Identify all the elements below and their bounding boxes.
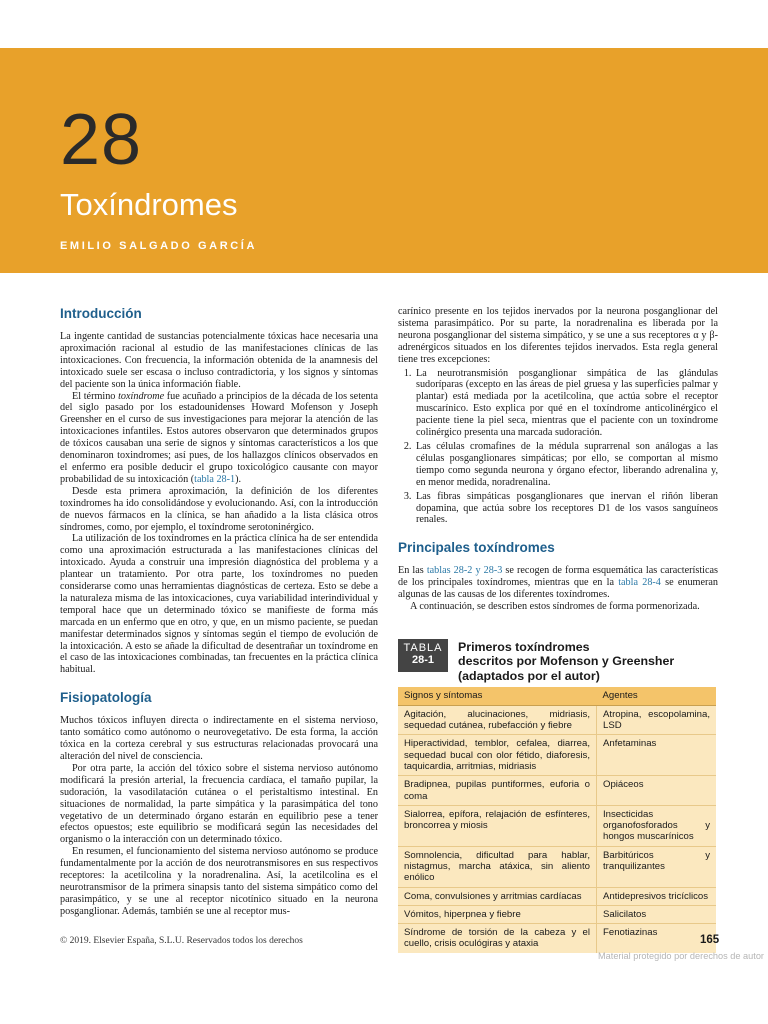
paragraph: carínico presente en los tejidos inervados por la neurona posganglionar del sistema parasimpático. Por su parte, la noradrenalina es liberada por la neurona posganglionar del sistema simpático, y se une a sus receptores α y β-adrenérgicos situados en los diferentes tejidos inervados. Esta regla general tiene tres excepciones: <box>398 306 718 365</box>
signs-cell: Síndrome de torsión de la cabeza y el cuello, crisis oculógiras y ataxia <box>398 924 597 953</box>
section-heading-introduccion: Introducción <box>60 306 142 321</box>
signs-cell: Bradipnea, pupilas puntiformes, euforia o coma <box>398 776 597 806</box>
table-row <box>398 805 716 846</box>
page-number: 165 <box>700 934 720 946</box>
signs-cell: Vómitos, hiperpnea y fiebre <box>398 905 597 923</box>
text-run: fue acuñado a principios de la década de los setenta del siglo pasado por los estadounidenses Howard Mofenson y Joseph Greensher en el curso de sus investigaciones para mejorar la atención de las intoxicaciones infantiles. Estos autores observaron que determinados grupos de tóxicos causaban una serie de signos y síntomas característicos a los que denominaron toxindromes; así pues, de los hallazgos clínicos observados en el enfermo era posible deducir el grupo toxicológico causante con mayor probabilidad de su intoxicación ( <box>60 390 378 485</box>
table-title-line: Primeros toxíndromes <box>458 639 590 654</box>
copyright-watermark: Material protegido por derechos de autor <box>598 951 764 961</box>
text-run: se recogen de forma esquemática las características de los principales toxíndromes, mientras que en la <box>398 565 718 589</box>
toxindromes-table <box>398 687 716 952</box>
table-row <box>398 924 716 953</box>
column-header-agents: Agentes <box>597 687 717 705</box>
paragraph: Desde esta primera aproximación, la definición de los diferentes toxindromes ha ido consolidándose y evolucionando. Así, con la introducción de nuevos fármacos en la clínica, se han añadido a la lista clásica otros síndromes, como, por ejemplo, el toxíndrome serotoninérgico. <box>60 485 378 533</box>
exceptions-list <box>398 368 718 527</box>
right-column <box>398 306 718 953</box>
chapter-number: 28 <box>60 100 143 180</box>
paragraph: Muchos tóxicos influyen directa o indirectamente en el sistema nervioso, tanto somático como autónomo o neurovegetativo. De esta forma, la acción tóxica en la corteza cerebral y sus estructuras relacionadas provocará una alteración del nivel de consciencia. <box>60 715 378 762</box>
chapter-author: EMILIO SALGADO GARCÍA <box>60 240 257 252</box>
table-28-1 <box>398 639 716 953</box>
agents-cell: Insecticidas organofosforados y hongos muscarínicos <box>597 805 717 846</box>
table-tag <box>398 639 448 672</box>
left-column <box>60 306 378 918</box>
table-row <box>398 905 716 923</box>
agents-cell: Fenotiazinas <box>597 924 717 953</box>
paragraph: La ingente cantidad de sustancias potencialmente tóxicas hace necesaria una aproximación racional al estudio de las manifestaciones clínicas de las intoxicaciones. Con frecuencia, la información obtenida de la anamnesis del intoxicado suele ser escasa o incluso contradictoria, y los signos y síntomas del paciente son la única información fiable. <box>60 331 378 390</box>
text-run: ). <box>235 473 242 485</box>
table-row <box>398 705 716 735</box>
signs-cell: Sialorrea, epífora, relajación de esfínteres, broncorrea y miosis <box>398 805 597 846</box>
table-row <box>398 887 716 905</box>
table-tag-label: TABLA <box>403 641 443 654</box>
signs-cell: Coma, convulsiones y arritmias cardíacas <box>398 887 597 905</box>
list-item: 2. Las células cromafines de la médula suprarrenal son análogas a las células posganglionares simpáticas; por ello, se comportan al mismo tiempo como segunda neurona y órgano efector, liberando adrenalina y, en menor medida, noradrenalina. <box>414 441 718 489</box>
paragraph <box>398 565 718 601</box>
table-reference-link[interactable]: tabla 28-4 <box>618 577 661 589</box>
table-title-line: (adaptados por el autor) <box>458 668 600 683</box>
agents-cell: Opiáceos <box>597 776 717 806</box>
paragraph: En resumen, el funcionamiento del sistema nervioso autónomo se produce fundamentalmente por la acción de dos neurotransmisores en sus respectivos receptores: la acetilcolina y la noradrenalina. Así, la acetilcolina es el neurotransmisor de la primera sinapsis tanto del sistema simpático como del parasimpático, y se une al receptor nicotínico situado en la neurona posganglionar. Además, también se une al receptor mus- <box>60 846 378 917</box>
agents-cell: Anfetaminas <box>597 735 717 776</box>
table-row <box>398 846 716 887</box>
table-header-row <box>398 687 716 705</box>
agents-cell: Barbitúricos y tranquilizantes <box>597 846 717 887</box>
list-item: 3. Las fibras simpáticas posganglionares que inervan el riñón liberan dopamina, que actúa sobre los receptores D1 de los vasos sanguíneos renales. <box>414 491 718 527</box>
agents-cell: Atropina, escopolamina, LSD <box>597 705 717 735</box>
paragraph: La utilización de los toxíndromes en la práctica clínica ha de ser entendida como una aproximación estructurada a las manifestaciones clínicas del intoxicado. Ayuda a construir una impresión diagnóstica del problema y a plantear un tratamiento. Por otra parte, los toxíndromes no pueden considerarse como unas herramientas diagnósticas de certeza. Esto se debe a la naturaleza misma de las intoxicaciones, cuya variabilidad interindividual y temporal hace que un determinado tóxico se manifieste de forma más marcada en un enfermo que en otro, y que, en un mismo paciente, se puedan manifestar determinados signos y síntomas según el tiempo de evolución de la intoxicación. A esto se añade la dificultad de desentrañar un toxíndrome en el caso de las intoxicaciones combinadas, tan frecuentes en la práctica clínica habitual. <box>60 533 378 676</box>
copyright-notice: © 2019. Elsevier España, S.L.U. Reservados todos los derechos <box>60 936 303 946</box>
table-tag-number: 28-1 <box>411 653 435 666</box>
section-heading-principales: Principales toxíndromes <box>398 540 555 556</box>
paragraph: Por otra parte, la acción del tóxico sobre el sistema nervioso autónomo modificará la presión arterial, la frecuencia cardíaca, el tamaño pupilar, la sudoración, la vasodilatación cutánea o el peristaltismo intestinal. En situaciones de normalidad, la parte simpática y la parasimpática del tono vegetativo de un determinado órgano estarán en equilibrio pese a tener efectos opuestos; este equilibrio se modificará según las necesidades del organismo o la interacción con un determinado tóxico. <box>60 762 378 846</box>
paragraph: A continuación, se describen estos síndromes de forma pormenorizada. <box>410 601 700 613</box>
signs-cell: Somnolencia, dificultad para hablar, nistagmus, marcha atáxica, sin aliento enólico <box>398 846 597 887</box>
chapter-title: Toxíndromes <box>60 187 238 222</box>
list-item: 1. La neurotransmisión posganglionar simpática de las glándulas sudoríparas (excepto en las áreas de piel gruesa y las superficies palmar y plantar) está mediada por la acetilcolina, que actúa sobre el receptor muscarínico. Esto explica por qué en el toxíndrome anticolinérgico el paciente tiene la piel seca, mientras que el paciente con un toxíndrome colinérgico presenta una marcada sudoración. <box>414 368 718 439</box>
table-header <box>398 639 716 684</box>
text-run: El término <box>72 390 119 402</box>
agents-cell: Salicilatos <box>597 905 717 923</box>
italic-term: toxíndrome <box>118 390 165 402</box>
table-title-line: descritos por Mofenson y Greensher <box>458 654 675 669</box>
table-reference-link[interactable]: tablas 28-2 y 28-3 <box>426 565 503 577</box>
signs-cell: Hiperactividad, temblor, cefalea, diarrea, sequedad bucal con olor fétido, diaforesis, taquicardia, arritmias, midriasis <box>398 735 597 776</box>
table-reference-link[interactable]: tabla 28-1 <box>194 473 236 485</box>
column-header-signs: Signos y síntomas <box>398 687 597 705</box>
table-row <box>398 735 716 776</box>
section-heading-fisiopatologia: Fisiopatología <box>60 690 152 706</box>
text-run: se enumeran algunas de las causas de los diferentes toxíndromes. <box>398 577 718 601</box>
table-row <box>398 776 716 806</box>
text-run: En las <box>398 565 427 577</box>
paragraph <box>60 391 378 486</box>
agents-cell: Antidepresivos tricíclicos <box>597 887 717 905</box>
table-title <box>458 639 674 684</box>
signs-cell: Agitación, alucinaciones, midriasis, sequedad cutánea, rubefacción y fiebre <box>398 705 597 735</box>
